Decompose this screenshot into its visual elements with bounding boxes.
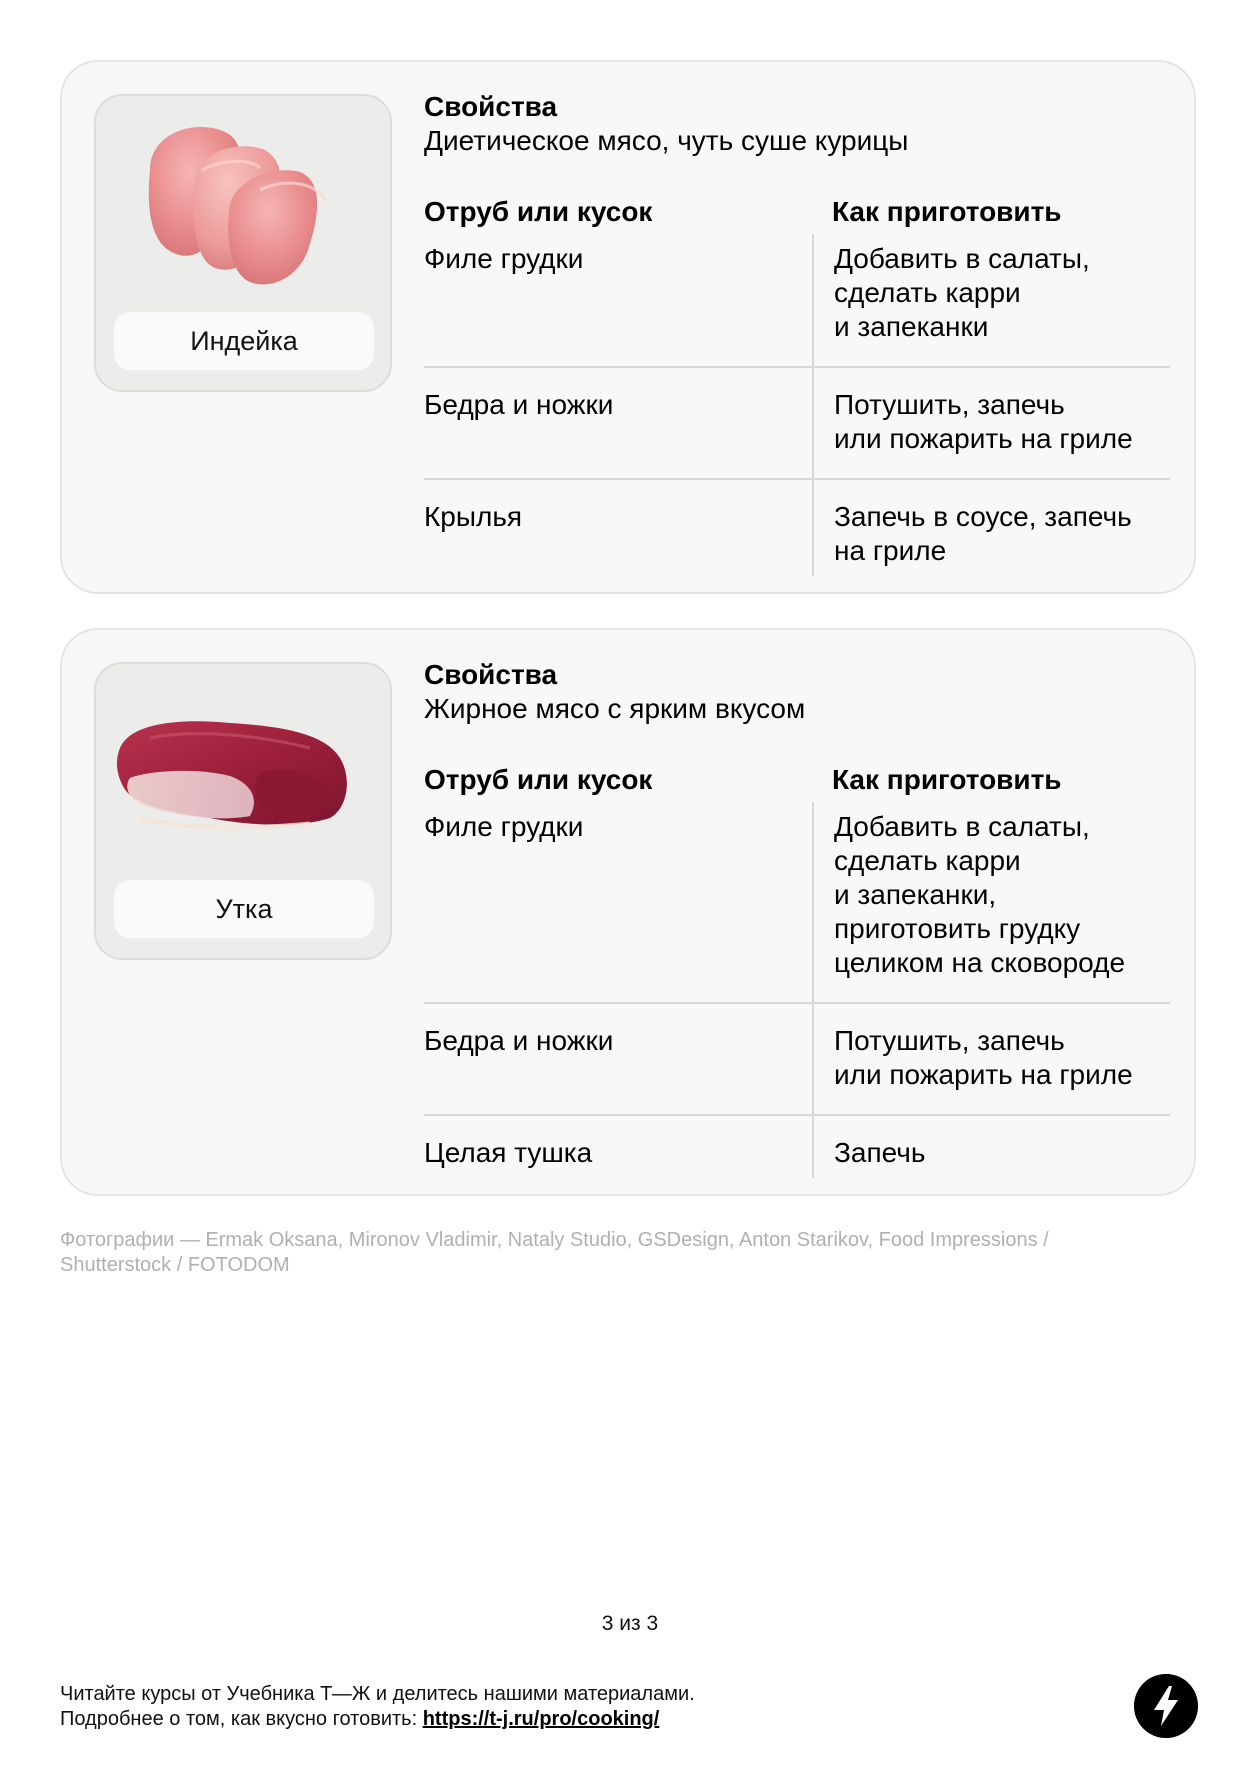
footer-line-2-prefix: Подробнее о том, как вкусно готовить:: [60, 1708, 423, 1730]
how-cell: Добавить в салаты, сделать карри и запеканки: [812, 234, 1170, 366]
column-header-cut: Отруб или кусок: [424, 764, 653, 795]
footer-line-2: [60, 1707, 960, 1732]
table-row: [424, 480, 1170, 576]
lightning-bolt-logo-icon: [1134, 1674, 1198, 1738]
cut-cell: Целая тушка: [424, 1137, 593, 1168]
turkey-meat-photo: [110, 110, 376, 300]
table-row: [424, 1116, 1170, 1178]
photo-credits: Фотографии — Ermak Oksana, Mironov Vladimir, Nataly Studio, GSDesign, Anton Starikov, Food Impressions / Shutterstock / FOTODOM: [60, 1229, 1049, 1276]
table-row: [424, 802, 1170, 1004]
properties-section: [424, 90, 1170, 576]
cut-cell: Крылья: [424, 501, 523, 532]
properties-title: Свойства: [424, 659, 558, 690]
cuts-table: [424, 234, 1170, 576]
cut-cell: Бедра и ножки: [424, 389, 614, 420]
photo-box: [94, 94, 392, 392]
how-cell: Запечь в соусе, запечь на гриле: [812, 480, 1170, 576]
table-row: [424, 368, 1170, 480]
how-cell: Добавить в салаты, сделать карри и запеканки, приготовить грудку целиком на сковороде: [812, 802, 1170, 1002]
cut-cell: Филе грудки: [424, 811, 584, 842]
properties-text: Диетическое мясо, чуть суше курицы: [424, 125, 909, 156]
meat-card-duck: [60, 628, 1196, 1196]
table-row: [424, 234, 1170, 368]
cut-cell: Филе грудки: [424, 243, 584, 274]
footer-text: [60, 1682, 960, 1732]
table-header: [424, 190, 1170, 234]
cooking-course-link[interactable]: https://t-j.ru/pro/cooking/: [422, 1708, 660, 1730]
how-cell: Запечь: [812, 1116, 1170, 1178]
duck-breast-photo: [110, 678, 376, 868]
properties-text: Жирное мясо с ярким вкусом: [424, 693, 806, 724]
properties-title: Свойства: [424, 91, 558, 122]
column-header-cut: Отруб или кусок: [424, 196, 653, 227]
cuts-table: [424, 802, 1170, 1178]
how-cell: Потушить, запечь или пожарить на гриле: [812, 368, 1170, 478]
cut-cell: Бедра и ножки: [424, 1025, 614, 1056]
meat-card-turkey: [60, 60, 1196, 594]
column-header-how: Как приготовить: [832, 764, 1062, 795]
table-header: [424, 758, 1170, 802]
animal-label: Утка: [114, 880, 374, 938]
page-number: 3 из 3: [601, 1612, 659, 1635]
animal-label: Индейка: [114, 312, 374, 370]
properties-section: [424, 658, 1170, 1178]
table-row: [424, 1004, 1170, 1116]
column-header-how: Как приготовить: [832, 196, 1062, 227]
footer-line-1: Читайте курсы от Учебника Т—Ж и делитесь нашими материалами.: [60, 1683, 695, 1705]
photo-box: [94, 662, 392, 960]
how-cell: Потушить, запечь или пожарить на гриле: [812, 1004, 1170, 1114]
